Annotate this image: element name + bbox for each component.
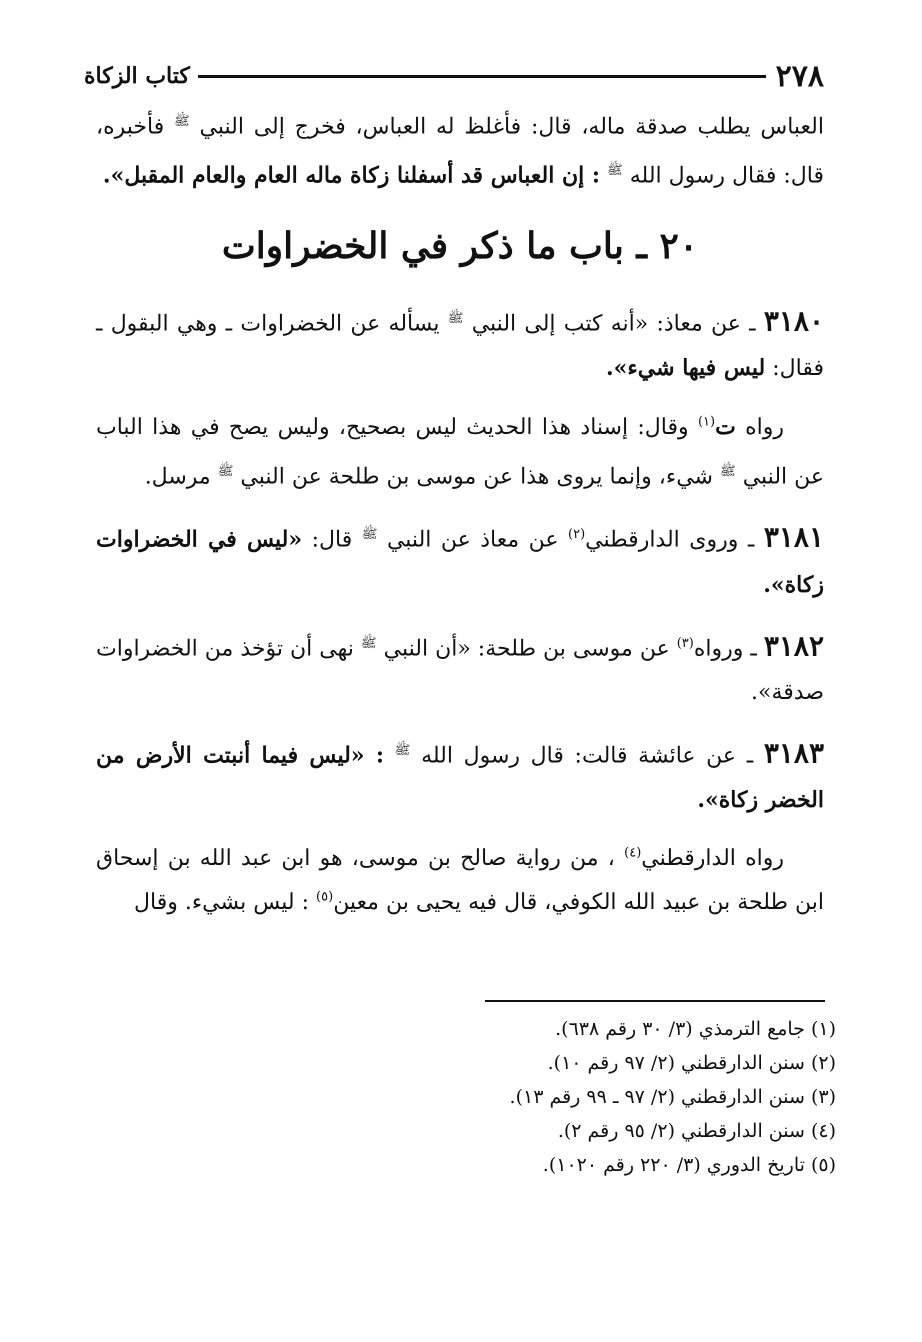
page-header	[84, 56, 824, 96]
commentary-text: شيء، وإنما يروى هذا عن موسى بن طلحة عن النبي	[240, 464, 713, 490]
page-body	[96, 100, 824, 925]
commentary-text: رواه	[745, 414, 785, 440]
hadith-3181	[96, 513, 824, 607]
hadith-text: ـ عن معاذ: «أنه كتب إلى النبي	[471, 310, 756, 336]
chapter-heading: ٢٠ ـ باب ما ذكر في الخضراوات	[221, 224, 699, 267]
commentary-text: ، من رواية صالح بن موسى، هو ابن عبد الله بن إسحاق ابن طلحة بن عبيد الله الكوفي، قال فيه يحيى بن معين	[96, 846, 824, 916]
honorific-glyph: ﷺ	[719, 463, 736, 479]
commentary-text: : ليس بشيء. وقال	[134, 890, 310, 916]
honorific-glyph: ﷺ	[360, 635, 377, 651]
hadith-text: نهى أن تؤخذ من الخضراوات صدقة».	[96, 635, 824, 705]
footnote-ref[interactable]: (٥)	[316, 889, 334, 905]
honorific-glyph: ﷺ	[174, 114, 190, 129]
intro-text-1: العباس يطلب صدقة ماله، قال: فأغلظ له العباس، فخرج إلى النبي	[199, 114, 824, 140]
footnote-4: (٤) سنن الدارقطني (٢/ ٩٥ رقم ٢).	[557, 1120, 836, 1142]
hadith-3183	[96, 729, 824, 823]
footnote-1: (١) جامع الترمذي (٣/ ٣٠ رقم ٦٣٨).	[555, 1018, 836, 1040]
hadith-text: ـ عن عائشة قالت: قال رسول الله	[421, 743, 754, 769]
commentary-1	[96, 405, 824, 499]
footnote-3: (٣) سنن الدارقطني (٢/ ٩٧ ـ ٩٩ رقم ١٣).	[509, 1086, 836, 1108]
footnote-ref[interactable]: (٢)	[568, 527, 586, 543]
footnote-ref[interactable]: (٣)	[676, 635, 694, 651]
footnotes	[96, 1012, 836, 1182]
commentary-text: وقال: إسناد هذا الحديث ليس بصحيح، وليس يصح في هذا الباب عن النبي	[96, 414, 824, 490]
intro-text-2: فأخبره، قال: فقال رسول الله	[96, 114, 824, 189]
honorific-glyph: ﷺ	[447, 310, 464, 326]
footnote-ref[interactable]: (٤)	[624, 845, 642, 861]
hadith-text: ـ ورواه	[693, 635, 757, 661]
honorific-glyph: ﷺ	[217, 463, 234, 479]
hadith-number: ٣١٨١	[763, 520, 824, 554]
footnote-separator	[485, 1000, 825, 1002]
hadith-text: قال:	[311, 527, 353, 553]
commentary-text: مرسل.	[144, 464, 211, 490]
footnote-ref[interactable]: (١)	[697, 414, 716, 430]
page-number: ٢٧٨	[775, 58, 824, 94]
honorific-glyph: ﷺ	[361, 527, 378, 543]
footnote-2: (٢) سنن الدارقطني (٢/ ٩٧ رقم ١٠).	[547, 1052, 836, 1074]
intro-paragraph	[96, 100, 824, 199]
footnote-5: (٥) تاريخ الدوري (٣/ ٢٢٠ رقم ١٠٢٠).	[542, 1154, 836, 1176]
intro-quote: : إن العباس قد أسفلنا زكاة ماله العام والعام المقبل».	[102, 162, 601, 189]
hadith-quote: : «ليس فيما أنبتت الأرض من الخضر زكاة».	[96, 742, 824, 814]
hadith-number: ٣١٨٣	[763, 736, 824, 770]
honorific-glyph: ﷺ	[607, 163, 623, 179]
hadith-3182	[96, 622, 824, 715]
hadith-text: ـ وروى الدارقطني	[585, 527, 755, 553]
hadith-number: ٣١٨٠	[763, 303, 824, 337]
hadith-quote: ليس فيها شيء».	[606, 354, 766, 381]
header-rule	[198, 75, 766, 78]
hadith-text: يسأله عن الخضراوات ـ وهي البقول ـ فقال:	[96, 310, 824, 381]
hadith-3180	[96, 297, 824, 391]
running-title: كتاب الزكاة	[84, 63, 190, 89]
hadith-number: ٣١٨٢	[763, 628, 824, 662]
source-abbrev: ت	[715, 413, 736, 440]
hadith-quote: «ليس في الخضراوات زكاة».	[96, 526, 824, 598]
hadith-text: عن موسى بن طلحة: «أن النبي	[383, 635, 670, 661]
hadith-text: عن معاذ عن النبي	[386, 527, 559, 553]
commentary-text: رواه الدارقطني	[641, 846, 784, 872]
commentary-2	[96, 837, 824, 925]
honorific-glyph: ﷺ	[394, 742, 411, 758]
